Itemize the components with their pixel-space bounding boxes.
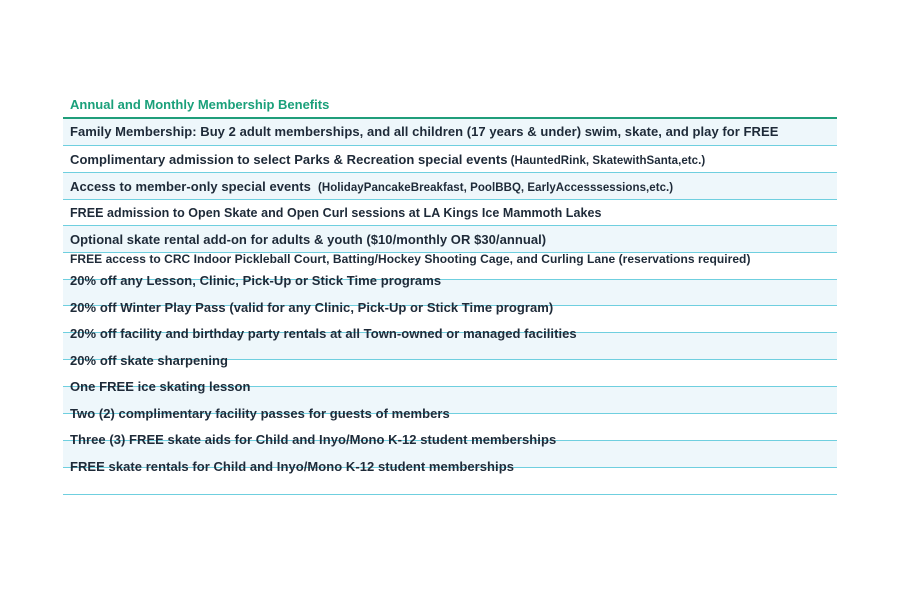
benefit-rental-discount xyxy=(70,326,577,341)
benefit-skate-rental-addon xyxy=(70,232,546,247)
benefit-member-only-events xyxy=(70,179,673,194)
benefit-text: One FREE ice skating lesson xyxy=(70,379,251,394)
benefit-winter-play-pass xyxy=(70,300,553,315)
benefit-crc-indoor-access xyxy=(70,252,751,266)
benefit-skate-aids xyxy=(70,432,556,447)
benefit-text: 20% off any Lesson, Clinic, Pick-Up or Stick Time programs xyxy=(70,273,442,288)
row-divider xyxy=(63,225,837,226)
benefit-lesson-discount xyxy=(70,273,441,288)
benefit-skate-rentals xyxy=(70,459,514,474)
benefit-skate-sharpening xyxy=(70,353,228,368)
table-title: Annual and Monthly Membership Benefits xyxy=(70,97,330,112)
benefit-text: Access to member-only special events xyxy=(70,179,311,194)
benefit-text: 20% off facility and birthday party rentals at all Town-owned or managed facilities xyxy=(70,326,577,341)
benefit-text: Two (2) complimentary facility passes for guests of members xyxy=(70,406,450,421)
benefit-text: Family Membership: Buy 2 adult memberships, and all children (17 years & under) swim, skate, and play for FREE xyxy=(70,124,779,139)
row-divider xyxy=(63,494,837,495)
benefit-guest-passes xyxy=(70,406,450,421)
benefit-open-skate-curl xyxy=(70,206,601,220)
benefit-text: FREE admission to Open Skate and Open Curl sessions at LA Kings Ice Mammoth Lakes xyxy=(70,206,602,220)
row-divider xyxy=(63,199,837,200)
benefit-text: 20% off skate sharpening xyxy=(70,353,228,368)
benefit-special-events-admission xyxy=(70,152,705,167)
benefit-text: Complimentary admission to select Parks & Recreation special events xyxy=(70,152,508,167)
benefit-text: 20% off Winter Play Pass (valid for any Clinic, Pick-Up or Stick Time program) xyxy=(70,300,554,315)
row-divider xyxy=(63,172,837,173)
benefit-text: Optional skate rental add-on for adults & youth ($10/monthly OR $30/annual) xyxy=(70,232,547,247)
row-divider xyxy=(63,145,837,146)
benefit-text: FREE access to CRC Indoor Pickleball Court, Batting/Hockey Shooting Cage, and Curling Lane (reservations required) xyxy=(70,252,751,266)
benefit-text: Three (3) FREE skate aids for Child and Inyo/Mono K-12 student memberships xyxy=(70,432,557,447)
benefit-family-membership xyxy=(70,124,778,139)
benefit-skating-lesson xyxy=(70,379,251,394)
benefit-note: (HolidayPancakeBreakfast, PoolBBQ, EarlyAccesssessions,etc.) xyxy=(317,182,674,194)
benefit-text: FREE skate rentals for Child and Inyo/Mono K-12 student memberships xyxy=(70,459,514,474)
title-divider xyxy=(63,117,837,119)
benefit-note: (HauntedRink, SkatewithSanta,etc.) xyxy=(510,155,706,167)
